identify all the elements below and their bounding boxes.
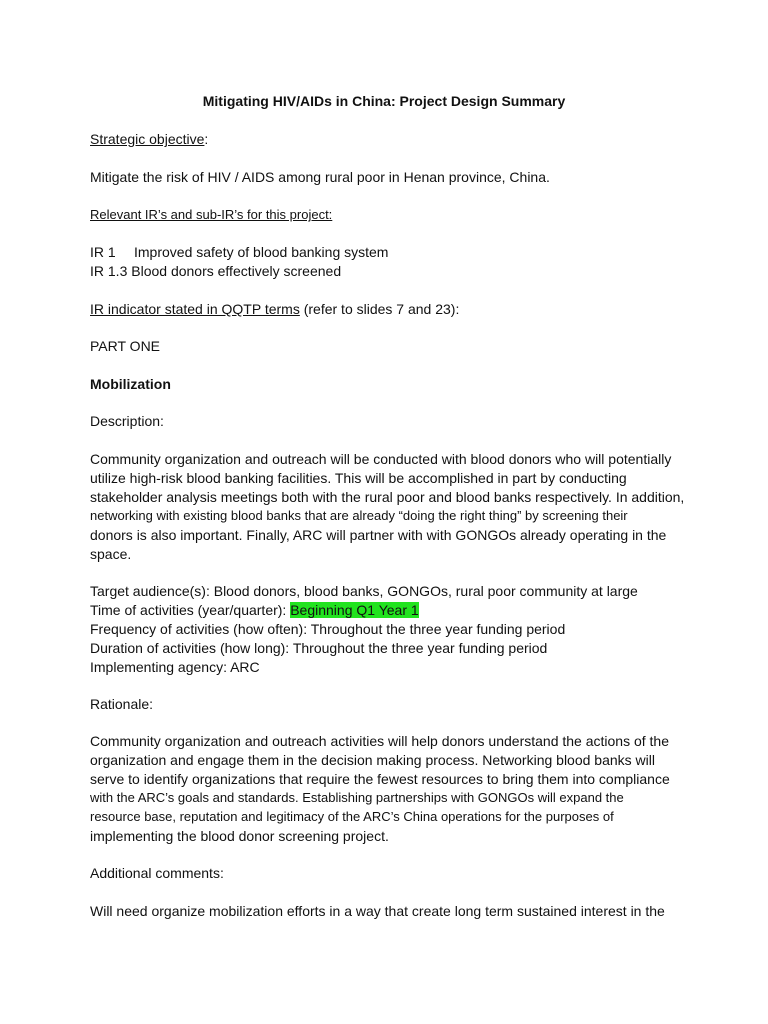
description-line: networking with existing blood banks that are already “doing the right thing” by screening their	[90, 508, 628, 523]
frequency-of-activities: Frequency of activities (how often): Throughout the three year funding period	[90, 621, 566, 637]
strategic-objective-text: Mitigate the risk of HIV / AIDS among rural poor in Henan province, China.	[90, 169, 550, 185]
ir-1-text: Improved safety of blood banking system	[134, 244, 389, 260]
target-audience: Target audience(s): Blood donors, blood banks, GONGOs, rural poor community at large	[90, 583, 638, 599]
description-label: Description:	[90, 413, 164, 429]
description-line: donors is also important. Finally, ARC will partner with with GONGOs already operating in the	[90, 527, 667, 543]
implementing-agency: Implementing agency: ARC	[90, 659, 260, 675]
rationale-line: organization and engage them in the decision making process. Networking blood banks will	[90, 752, 655, 768]
description-line: Community organization and outreach will be conducted with blood donors who will potentially	[90, 451, 672, 467]
duration-of-activities: Duration of activities (how long): Throughout the three year funding period	[90, 640, 548, 656]
time-highlight: Beginning Q1 Year 1	[290, 602, 419, 618]
description-line: space.	[90, 546, 132, 562]
rationale-line: Community organization and outreach activities will help donors understand the actions of the	[90, 733, 669, 749]
indicator-rest: (refer to slides 7 and 23):	[299, 301, 460, 317]
rationale-line: with the ARC’s goals and standards. Establishing partnerships with GONGOs will expand the	[90, 790, 624, 805]
indicator-line	[90, 300, 459, 318]
additional-comments-text: Will need organize mobilization efforts in a way that create long term sustained interest in the	[90, 903, 665, 919]
description-line: stakeholder analysis meetings both with the rural poor and blood banks respectively. In addition,	[90, 489, 685, 505]
ir-1-line	[90, 243, 388, 261]
rationale-line: resource base, reputation and legitimacy of the ARC’s China operations for the purposes of	[90, 809, 614, 824]
section-heading: Mobilization	[90, 376, 171, 392]
strategic-objective-label: Strategic objective	[90, 131, 205, 147]
strategic-objective-heading	[90, 130, 208, 148]
rationale-line: implementing the blood donor screening project.	[90, 828, 389, 844]
strategic-objective-colon: :	[204, 131, 209, 147]
ir-1-3-line: IR 1.3 Blood donors effectively screened	[90, 263, 342, 279]
indicator-label: IR indicator stated in QQTP terms	[90, 301, 300, 317]
description-line: utilize high-risk blood banking facilities. This will be accomplished in part by conducting	[90, 470, 627, 486]
time-label: Time of activities (year/quarter):	[90, 602, 291, 618]
time-of-activities	[90, 601, 419, 619]
relevant-ir-heading: Relevant IR’s and sub-IR’s for this project:	[90, 207, 333, 222]
additional-comments-label: Additional comments:	[90, 865, 224, 881]
rationale-label: Rationale:	[90, 696, 154, 712]
rationale-line: serve to identify organizations that require the fewest resources to bring them into compliance	[90, 771, 670, 787]
ir-1-code: IR 1	[90, 244, 116, 260]
document-title: Mitigating HIV/AIDs in China: Project Design Summary	[202, 93, 566, 109]
part-heading: PART ONE	[90, 338, 161, 354]
